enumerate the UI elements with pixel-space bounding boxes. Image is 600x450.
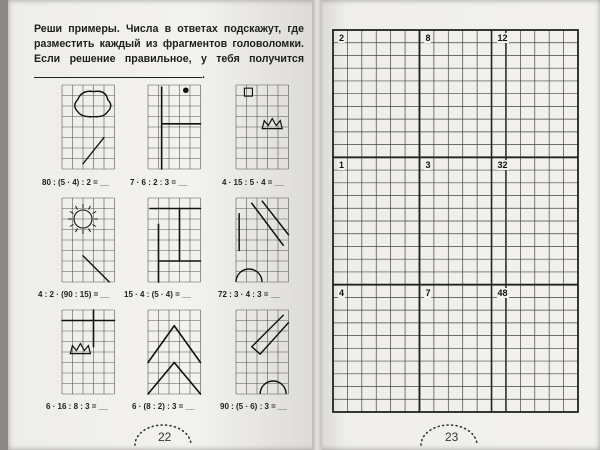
fragment-2: [148, 85, 201, 169]
example-8: 6 · (8 : 2) : 3 = __: [132, 402, 195, 411]
section-number-7: 4: [339, 287, 345, 298]
instruction-period: .: [202, 69, 205, 81]
example-7: 6 · 16 : 8 : 3 = __: [46, 402, 108, 411]
section-number-3: 12: [497, 33, 508, 43]
instruction-body: Реши примеры. Числа в ответах подскажут, где разместить каждый из фрагментов головоломки. Если решение правильное, у тебя получится: [34, 23, 304, 65]
left-page-number: 22: [158, 430, 172, 444]
example-6: 72 : 3 · 4 : 3 = __: [218, 290, 280, 299]
example-3: 4 · 15 : 5 · 4 = __: [222, 178, 284, 187]
section-number-9: 48: [497, 287, 508, 298]
example-5: 15 · 4 : (5 · 4) = __: [124, 290, 191, 299]
example-1: 80 : (5 · 4) : 2 = __: [42, 178, 109, 187]
right-page-number: 23: [445, 430, 459, 444]
section-number-4: 1: [339, 160, 345, 171]
example-2: 7 · 6 : 2 : 3 = __: [130, 178, 188, 187]
section-number-5: 3: [425, 160, 431, 171]
fragment-9: [236, 310, 289, 394]
puzzle-fragments: [62, 85, 289, 394]
section-number-1: 2: [339, 33, 345, 43]
page-decorations: [135, 425, 477, 445]
fragment-8: [148, 310, 201, 394]
answer-grid: [333, 30, 578, 412]
fragment-6: [236, 198, 289, 282]
section-number-8: 7: [425, 287, 431, 298]
section-number-2: 8: [425, 33, 431, 43]
fragment-3: [236, 85, 289, 169]
fragment-5: [148, 198, 201, 282]
section-number-6: 32: [497, 160, 508, 171]
fragment-7: [62, 310, 115, 394]
example-4: 4 : 2 · (90 : 15) = __: [38, 290, 110, 299]
fragment-4: [62, 198, 115, 282]
fragment-1: [62, 85, 115, 169]
example-9: 90 : (5 · 6) : 3 = __: [220, 402, 287, 411]
